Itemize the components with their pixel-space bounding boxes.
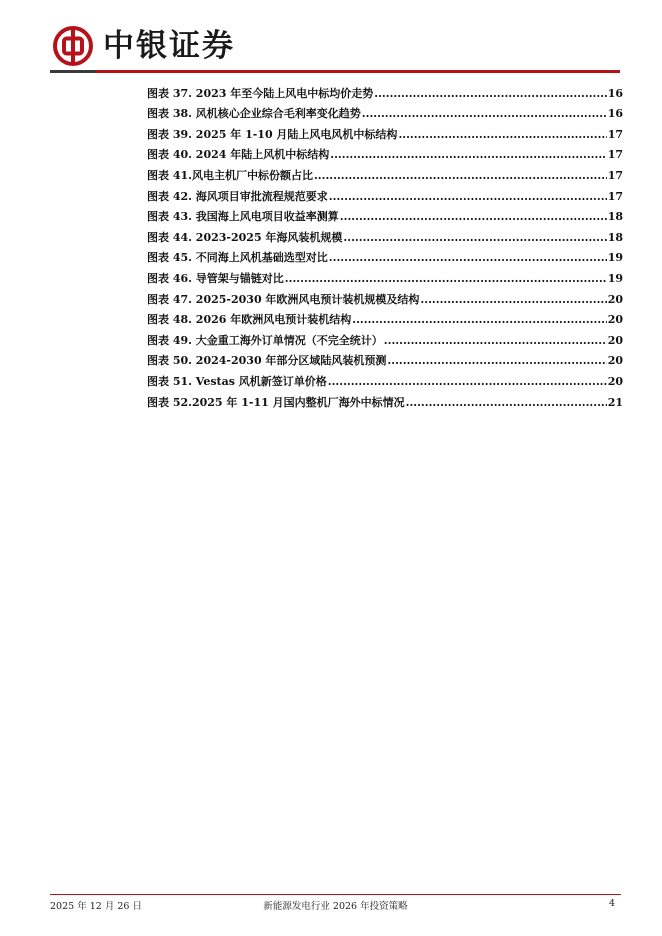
toc-entry-title: 图表 50. 2024-2030 年部分区域陆风装机预测 bbox=[147, 354, 387, 368]
toc-entry[interactable] bbox=[147, 183, 623, 204]
toc-entry[interactable] bbox=[147, 245, 623, 266]
dot-leader bbox=[406, 396, 607, 410]
toc-entry-page: 20 bbox=[607, 374, 623, 388]
toc-entry-title: 图表 45. 不同海上风机基础选型对比 bbox=[147, 251, 328, 265]
toc-entry-page: 19 bbox=[607, 251, 623, 265]
toc-entry-title: 图表 39. 2025 年 1-10 月陆上风电风机中标结构 bbox=[147, 127, 398, 141]
dot-leader bbox=[398, 128, 606, 142]
toc-entry-title: 图表 38. 风机核心企业综合毛利率变化趋势 bbox=[147, 107, 361, 121]
toc-entry-page: 20 bbox=[607, 313, 623, 327]
toc-entry-title: 图表 47. 2025-2030 年欧洲风电预计装机规模及结构 bbox=[147, 292, 420, 306]
toc-entry-title: 图表 51. Vestas 风机新签订单价格 bbox=[147, 374, 327, 388]
toc-entry[interactable] bbox=[147, 307, 623, 328]
toc-entry-page: 18 bbox=[607, 230, 623, 244]
dot-leader bbox=[387, 354, 606, 368]
footer-divider bbox=[50, 894, 621, 895]
toc-entry-title: 图表 43. 我国海上风电项目收益率测算 bbox=[147, 210, 339, 224]
toc-entry-page: 20 bbox=[607, 292, 623, 306]
toc-entry-title: 图表 49. 大金重工海外订单情况（不完全统计） bbox=[147, 333, 383, 347]
toc-entry[interactable] bbox=[147, 142, 623, 163]
brand-name: 中银证券 bbox=[103, 28, 235, 64]
toc-entry-page: 17 bbox=[607, 127, 623, 141]
toc-entry-title: 图表 37. 2023 年至今陆上风电中标均价走势 bbox=[147, 86, 374, 100]
toc-entry-page: 20 bbox=[607, 354, 623, 368]
boc-coin-logo-icon bbox=[53, 26, 93, 66]
toc-entry[interactable] bbox=[147, 286, 623, 307]
toc-entry-title: 图表 41.风电主机厂中标份额占比 bbox=[147, 168, 313, 182]
toc-entry[interactable] bbox=[147, 368, 623, 389]
toc-entry[interactable] bbox=[147, 204, 623, 225]
dot-leader bbox=[343, 231, 606, 245]
toc-entry[interactable] bbox=[147, 101, 623, 122]
toc-entry-page: 21 bbox=[607, 395, 623, 409]
toc-entry[interactable] bbox=[147, 265, 623, 286]
toc-entry[interactable] bbox=[147, 121, 623, 142]
dot-leader bbox=[329, 190, 607, 204]
toc-entry[interactable] bbox=[147, 162, 623, 183]
report-title: 新能源发电行业 2026 年投资策略 bbox=[263, 901, 408, 912]
dot-leader bbox=[329, 251, 607, 265]
dot-leader bbox=[374, 87, 606, 101]
toc-entry-page: 19 bbox=[607, 271, 623, 285]
toc-entry-title: 图表 52.2025 年 1-11 月国内整机厂海外中标情况 bbox=[147, 395, 405, 409]
dot-leader bbox=[362, 107, 607, 121]
toc-entry-title: 图表 42. 海风项目审批流程规范要求 bbox=[147, 189, 328, 203]
toc-entry-title: 图表 40. 2024 年陆上风机中标结构 bbox=[147, 148, 330, 162]
dot-leader bbox=[352, 313, 606, 327]
header-divider bbox=[50, 70, 620, 73]
toc-entry-page: 17 bbox=[607, 148, 623, 162]
toc-entry-page: 16 bbox=[607, 107, 623, 121]
toc-entry[interactable] bbox=[147, 348, 623, 369]
page-number: 4 bbox=[608, 898, 615, 909]
toc-entry-title: 图表 46. 导管架与锚链对比 bbox=[147, 271, 284, 285]
dot-leader bbox=[330, 148, 606, 162]
dot-leader bbox=[285, 272, 607, 286]
figure-index-list bbox=[147, 80, 623, 410]
toc-entry[interactable] bbox=[147, 327, 623, 348]
page-header bbox=[0, 0, 662, 80]
toc-entry-title: 图表 44. 2023-2025 年海风装机规模 bbox=[147, 230, 343, 244]
toc-entry[interactable] bbox=[147, 224, 623, 245]
dot-leader bbox=[340, 210, 607, 224]
toc-entry-page: 18 bbox=[607, 210, 623, 224]
page-footer bbox=[50, 898, 621, 914]
toc-entry-page: 20 bbox=[607, 333, 623, 347]
toc-entry-title: 图表 48. 2026 年欧洲风电预计装机结构 bbox=[147, 313, 352, 327]
toc-entry-page: 16 bbox=[607, 86, 623, 100]
report-date: 2025 年 12 月 26 日 bbox=[50, 901, 142, 912]
dot-leader bbox=[328, 375, 607, 389]
toc-entry[interactable] bbox=[147, 80, 623, 101]
dot-leader bbox=[420, 293, 606, 307]
dot-leader bbox=[384, 334, 607, 348]
toc-entry-page: 17 bbox=[607, 168, 623, 182]
toc-entry-page: 17 bbox=[607, 189, 623, 203]
toc-entry[interactable] bbox=[147, 389, 623, 410]
dot-leader bbox=[314, 169, 607, 183]
